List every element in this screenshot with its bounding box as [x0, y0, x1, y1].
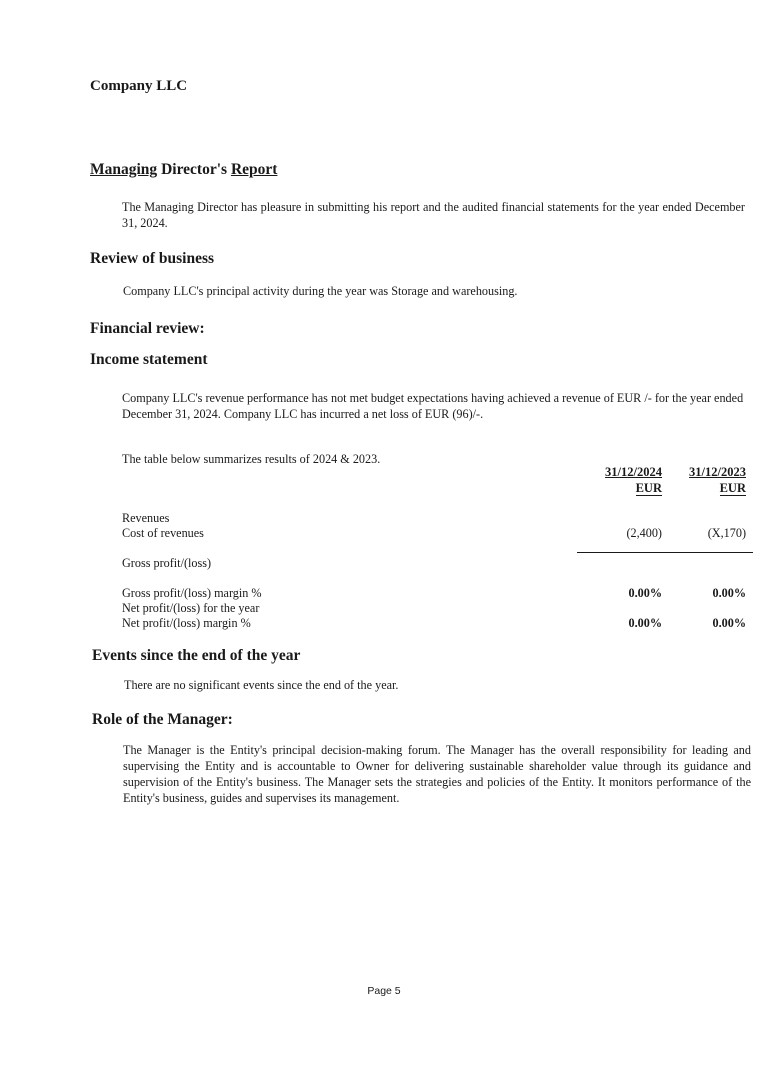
report-title-part2: Director's: [157, 161, 231, 178]
company-name: Company LLC: [90, 78, 188, 94]
column-date: 31/12/2023: [689, 465, 746, 479]
cell-value: 0.00%: [628, 586, 662, 600]
column-currency: EUR: [635, 481, 662, 495]
events-heading: Events since the end of the year: [92, 647, 301, 664]
role-paragraph: The Manager is the Entity's principal decision-making forum. The Manager has the overall responsibility for leading and supervising the Entity and is accountable to Owner for delivering sustainable shareholder value through its guidance and supervision of the Entity's business. The Manager sets the strategies and policies of the Entity. It monitors performance of the Entity's business, guides and supervises its management.: [123, 743, 751, 805]
report-title: [90, 161, 277, 179]
column-currency: EUR: [719, 481, 746, 495]
row-label: Revenues: [122, 511, 170, 525]
events-paragraph: There are no significant events since the end of the year.: [124, 678, 399, 692]
row-label: Cost of revenues: [122, 526, 204, 540]
review-heading: Review of business: [90, 250, 215, 267]
report-title-part1: Managing: [90, 161, 158, 178]
income-paragraph: Company LLC's revenue performance has not met budget expectations having achieved a revenue of EUR /- for the year ended December 31, 2024. Company LLC has incurred a net loss of EUR (96)/-.: [122, 391, 744, 421]
column-header-2023: [678, 464, 746, 496]
financial-review-heading: Financial review:: [90, 320, 205, 337]
cell-value: 0.00%: [712, 616, 746, 630]
table-rule: [577, 552, 753, 553]
column-header-2024: [590, 464, 662, 496]
column-date: 31/12/2024: [605, 465, 662, 479]
role-heading: Role of the Manager:: [92, 711, 233, 728]
table-intro: The table below summarizes results of 2024 & 2023.: [122, 452, 381, 466]
intro-paragraph: The Managing Director has pleasure in submitting his report and the audited financial statements for the year ended December 31, 2024.: [122, 200, 745, 230]
cell-value: 0.00%: [712, 586, 746, 600]
report-title-part3: Report: [230, 161, 278, 178]
income-statement-heading: Income statement: [90, 351, 208, 368]
review-paragraph: Company LLC's principal activity during the year was Storage and warehousing.: [123, 284, 518, 298]
row-label: Gross profit/(loss) margin %: [122, 586, 262, 600]
cell-value: (X,170): [707, 526, 746, 540]
cell-value: (2,400): [626, 526, 662, 540]
row-label: Net profit/(loss) for the year: [122, 601, 260, 615]
cell-value: 0.00%: [628, 616, 662, 630]
row-label: Gross profit/(loss): [122, 556, 212, 570]
page-number: Page 5: [367, 985, 401, 997]
row-label: Net profit/(loss) margin %: [122, 616, 251, 630]
